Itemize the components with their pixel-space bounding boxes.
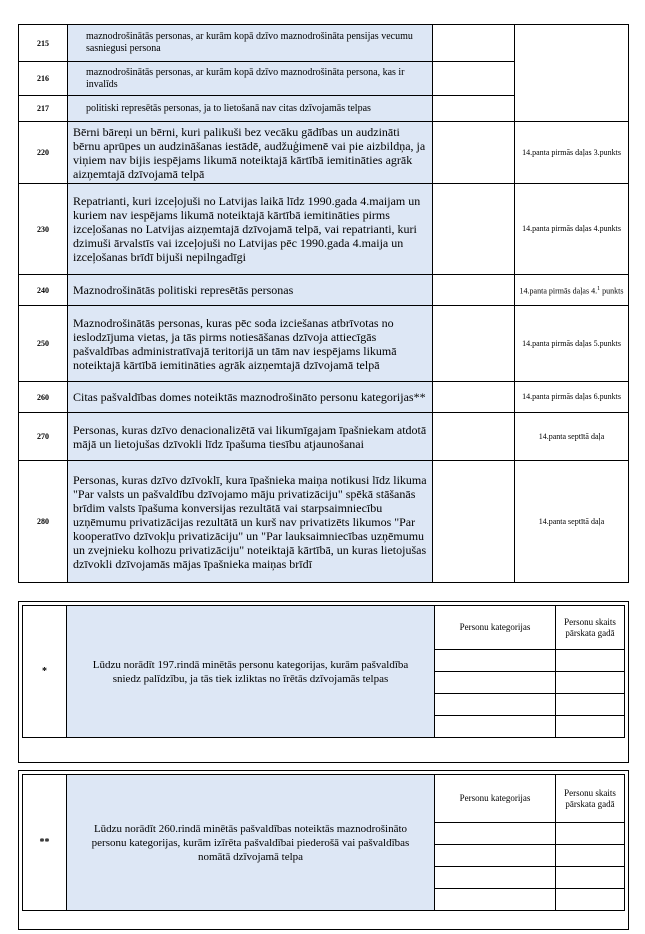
- row-code: 230: [19, 184, 68, 275]
- input-cell[interactable]: [556, 716, 625, 738]
- table-row: [19, 275, 629, 306]
- table-row: [23, 606, 625, 650]
- column-header: Personu skaits pārskata gadā: [556, 775, 625, 823]
- legal-reference: 14.panta septītā daļa: [515, 413, 629, 461]
- footnote-mark: **: [23, 775, 67, 911]
- input-cell[interactable]: [435, 716, 556, 738]
- row-code: 216: [19, 62, 68, 96]
- row-description: Maznodrošinātās politiski represētās personas: [68, 275, 433, 306]
- column-header: Personu skaits pārskata gadā: [556, 606, 625, 650]
- row-code: 215: [19, 25, 68, 62]
- footnote-table-1: [22, 605, 625, 738]
- legal-reference: 14.panta pirmās daļas 3.punkts: [515, 122, 629, 184]
- table-row: [19, 382, 629, 413]
- footnote-mark: *: [23, 606, 67, 738]
- value-cell: [433, 275, 515, 306]
- table-row: [19, 184, 629, 275]
- value-cell: [433, 25, 515, 62]
- table-row: [19, 306, 629, 382]
- row-code: 270: [19, 413, 68, 461]
- input-cell[interactable]: [556, 867, 625, 889]
- input-cell[interactable]: [556, 823, 625, 845]
- legal-reference: 14.panta pirmās daļas 4.$^1$ punkts: [515, 275, 629, 306]
- legal-reference: [515, 25, 629, 122]
- row-description: Personas, kuras dzīvo dzīvoklī, kura īpašnieka maiņa notikusi līdz likuma "Par valsts un pašvaldību dzīvojamo māju privatizāciju" spēkā stāšanās brīdim valsts īpašuma konversijas rezultātā vai starpsaimniecību uzņēmumu privatizācijas rezultātā un kurš nav privatizēts likumos "Par kooperatīvo dzīvokļu privatizāciju" un "Par lauksaimniecības uzņēmumu un zvejnieku kolhozu privatizāciju" noteiktajā kārtībā, un kuras lietojušas dzīvokli dzīvojamās mājas īpašnieka maiņas brīdī: [68, 461, 433, 583]
- row-description: maznodrošinātās personas, ar kurām kopā dzīvo maznodrošināta persona, kas ir invalīds: [68, 62, 433, 96]
- row-description: Maznodrošinātās personas, kuras pēc soda izciešanas atbrīvotas no ieslodzījuma vietas, ja tās pirms notiesāšanas dzīvoja attiecīgās pašvaldības administratīvajā teritorijā un tām nav iespējams likumā noteiktajā kārtībā iemitināties agrāk aizņemtajā dzīvojamā telpā: [68, 306, 433, 382]
- row-code: 250: [19, 306, 68, 382]
- footnote-text: Lūdzu norādīt 197.rindā minētās personu kategorijas, kurām pašvaldība sniedz palīdzību, ja tās tiek izliktas no īrētās dzīvojamās telpas: [67, 606, 435, 738]
- input-cell[interactable]: [435, 867, 556, 889]
- input-cell[interactable]: [556, 889, 625, 911]
- value-cell: [433, 306, 515, 382]
- value-cell: [433, 461, 515, 583]
- table-row: [19, 122, 629, 184]
- legal-reference: 14.panta pirmās daļas 5.punkts: [515, 306, 629, 382]
- value-cell: [433, 96, 515, 122]
- column-header: Personu kategorijas: [435, 775, 556, 823]
- input-cell[interactable]: [556, 845, 625, 867]
- legal-reference: 14.panta pirmās daļas 6.punkts: [515, 382, 629, 413]
- row-code: 260: [19, 382, 68, 413]
- row-code: 240: [19, 275, 68, 306]
- table-row: [19, 461, 629, 583]
- input-cell[interactable]: [556, 672, 625, 694]
- row-code: 280: [19, 461, 68, 583]
- input-cell[interactable]: [556, 694, 625, 716]
- column-header: Personu kategorijas: [435, 606, 556, 650]
- input-cell[interactable]: [435, 823, 556, 845]
- input-cell[interactable]: [435, 845, 556, 867]
- row-description: Personas, kuras dzīvo denacionalizētā vai likumīgajam īpašniekam atdotā mājā un lietojušas dzīvokli līdz īpašuma tiesību atjaunošanai: [68, 413, 433, 461]
- legal-reference: 14.panta pirmās daļas 4.punkts: [515, 184, 629, 275]
- row-description: maznodrošinātās personas, ar kurām kopā dzīvo maznodrošināta pensijas vecumu sasniegusi persona: [68, 25, 433, 62]
- footnote-text: Lūdzu norādīt 260.rindā minētās pašvaldības noteiktās maznodrošināto personu kategorijas, kurām izīrēta pašvaldībai piederošā vai pašvaldības nomātā dzīvojamā telpa: [67, 775, 435, 911]
- value-cell: [433, 382, 515, 413]
- input-cell[interactable]: [435, 694, 556, 716]
- row-code: 220: [19, 122, 68, 184]
- table-row: [19, 413, 629, 461]
- footnote-table-2: [22, 774, 625, 911]
- value-cell: [433, 184, 515, 275]
- input-cell[interactable]: [435, 650, 556, 672]
- value-cell: [433, 62, 515, 96]
- input-cell[interactable]: [435, 889, 556, 911]
- main-table: [18, 24, 629, 583]
- value-cell: [433, 122, 515, 184]
- value-cell: [433, 413, 515, 461]
- legal-reference: 14.panta septītā daļa: [515, 461, 629, 583]
- row-description: Bērni bāreņi un bērni, kuri palikuši bez vecāku gādības un audzināti bērnu aprūpes un audzināšanas iestādē, audžuģimenē vai pie aizbildņa, ja viņiem nav bijis iespējams likumā noteiktajā kārtībā iemitināties agrāk aizņemtajā dzīvojamā telpā: [68, 122, 433, 184]
- row-description: Citas pašvaldības domes noteiktās maznodrošināto personu kategorijas**: [68, 382, 433, 413]
- row-description: politiski represētās personas, ja to lietošanā nav citas dzīvojamās telpas: [68, 96, 433, 122]
- row-description: Repatrianti, kuri izceļojuši no Latvijas laikā līdz 1990.gada 4.maijam un kuriem nav iespējams likumā noteiktajā kārtībā iemitināties pirms izceļošanas no Latvijas aizņemtajā dzīvojamā telpā, vai repatrianti, kuri dzimuši ārvalstīs vai izceļojuši no Latvijas pēc 1990.gada 4.maija un izceļošanas brīdī bijuši nepilngadīgi: [68, 184, 433, 275]
- input-cell[interactable]: [556, 650, 625, 672]
- input-cell[interactable]: [435, 672, 556, 694]
- table-row: [19, 25, 629, 62]
- table-row: [23, 775, 625, 823]
- row-code: 217: [19, 96, 68, 122]
